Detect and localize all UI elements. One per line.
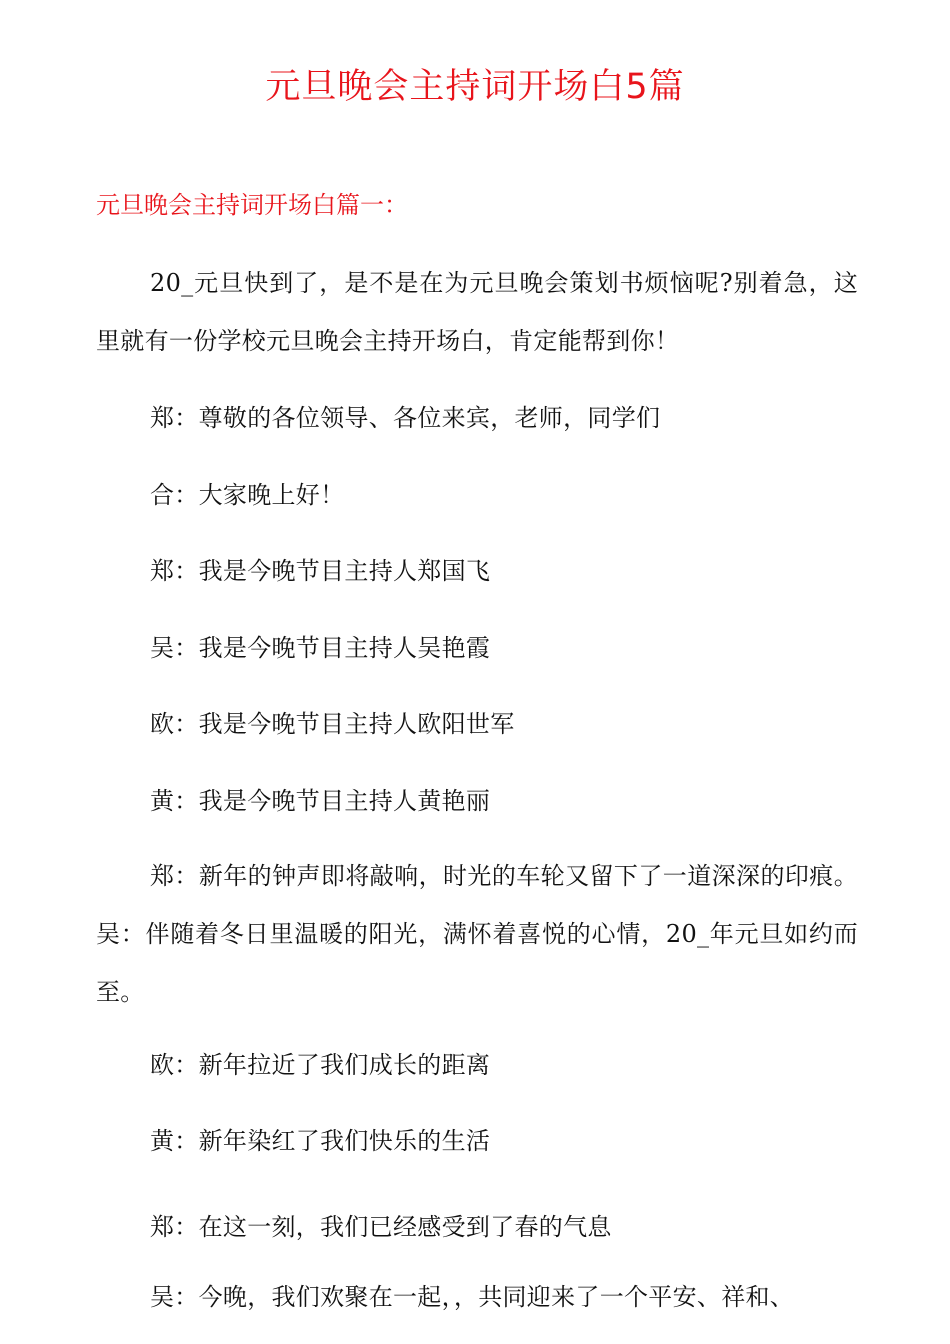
paragraph-line: 合：大家晚上好！ xyxy=(150,481,345,509)
paragraph-line: 吴：今晚，我们欢聚在一起，，共同迎来了一个平安、祥和、 xyxy=(150,1283,795,1311)
paragraph-line: 吴：我是今晚节目主持人吴艳霞 xyxy=(150,634,491,662)
paragraph-line: 郑：尊敬的各位领导、各位来宾，老师，同学们 xyxy=(150,404,661,432)
section-heading: 元旦晚会主持词开场白篇一： xyxy=(96,191,408,219)
paragraph-long: 郑：新年的钟声即将敲响，时光的车轮又留下了一道深深的印痕。吴：伴随着冬日里温暖的阳光，满怀着喜悦的心情，20_年元旦如约而至。 xyxy=(96,862,858,1006)
paragraph-intro: 20_元旦快到了，是不是在为元旦晚会策划书烦恼呢?别着急，这里就有一份学校元旦晚会主持开场白，肯定能帮到你！ xyxy=(96,269,858,355)
paragraph-line: 黄：我是今晚节目主持人黄艳丽 xyxy=(150,787,491,815)
paragraph-line: 黄：新年染红了我们快乐的生活 xyxy=(150,1127,491,1155)
paragraph-line: 郑：我是今晚节目主持人郑国飞 xyxy=(150,557,491,585)
document-title: 元旦晚会主持词开场白5篇 xyxy=(265,67,685,107)
paragraph-line: 欧：新年拉近了我们成长的距离 xyxy=(150,1051,491,1079)
paragraph-line: 郑：在这一刻，我们已经感受到了春的气息 xyxy=(150,1213,612,1241)
paragraph-line: 欧：我是今晚节目主持人欧阳世军 xyxy=(150,710,515,738)
